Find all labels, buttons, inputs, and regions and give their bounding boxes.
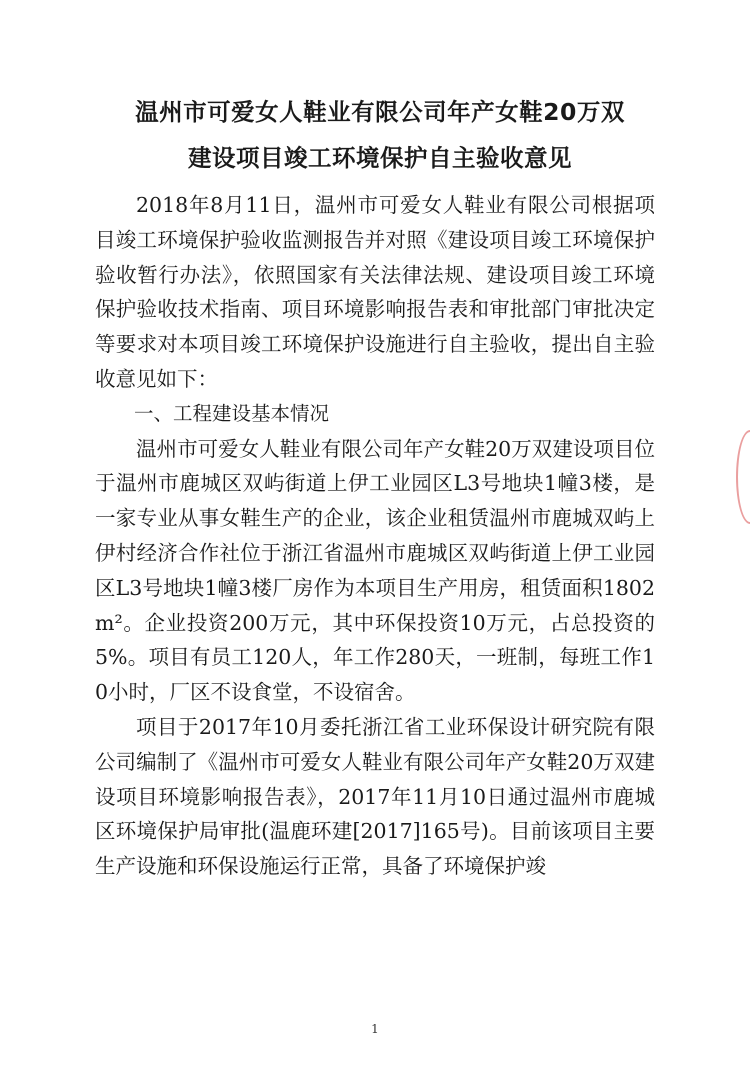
intro-paragraph: 2018年8月11日，温州市可爱女人鞋业有限公司根据项目竣工环境保护验收监测报告并对照《建设项目竣工环境保护验收暂行办法》，依照国家有关法律法规、建设项目竣工环境保护验收技术指南、项目环境影响报告表和审批部门审批决定等要求对本项目竣工环境保护设施进行自主验收，提出自主验收意见如下： — [95, 193, 655, 391]
document-body — [95, 188, 655, 884]
project-overview-paragraph: 温州市可爱女人鞋业有限公司年产女鞋20万双建设项目位于温州市鹿城区双屿街道上伊工业园区L3号地块1幢3楼，是一家专业从事女鞋生产的企业，该企业租赁温州市鹿城双屿上伊村经济合作社位于浙江省温州市鹿城区双屿街道上伊工业园区L3号地块1幢3楼厂房作为本项目生产用房，租赁面积1802m²。企业投资200万元，其中环保投资10万元，占总投资的5%。项目有员工120人，年工作280天，一班制，每班工作10小时，厂区不设食堂，不设宿舍。 — [95, 436, 655, 705]
document-title-line-1: 温州市可爱女人鞋业有限公司年产女鞋20万双 — [135, 98, 625, 126]
section-heading: 一、工程建设基本情况 — [134, 401, 330, 425]
page-number: 1 — [371, 1022, 379, 1036]
approval-history-paragraph: 项目于2017年10月委托浙江省工业环保设计研究院有限公司编制了《温州市可爱女人鞋业有限公司年产女鞋20万双建设项目环境影响报告表》，2017年11月10日通过温州市鹿城区环境保护局审批(温鹿环建[2017]165号)。目前该项目主要生产设施和环保设施运行正常，具备了环境保护竣 — [95, 714, 655, 879]
document-title-line-2: 建设项目竣工环境保护自主验收意见 — [188, 144, 572, 172]
seal-edge-mark — [736, 430, 750, 524]
